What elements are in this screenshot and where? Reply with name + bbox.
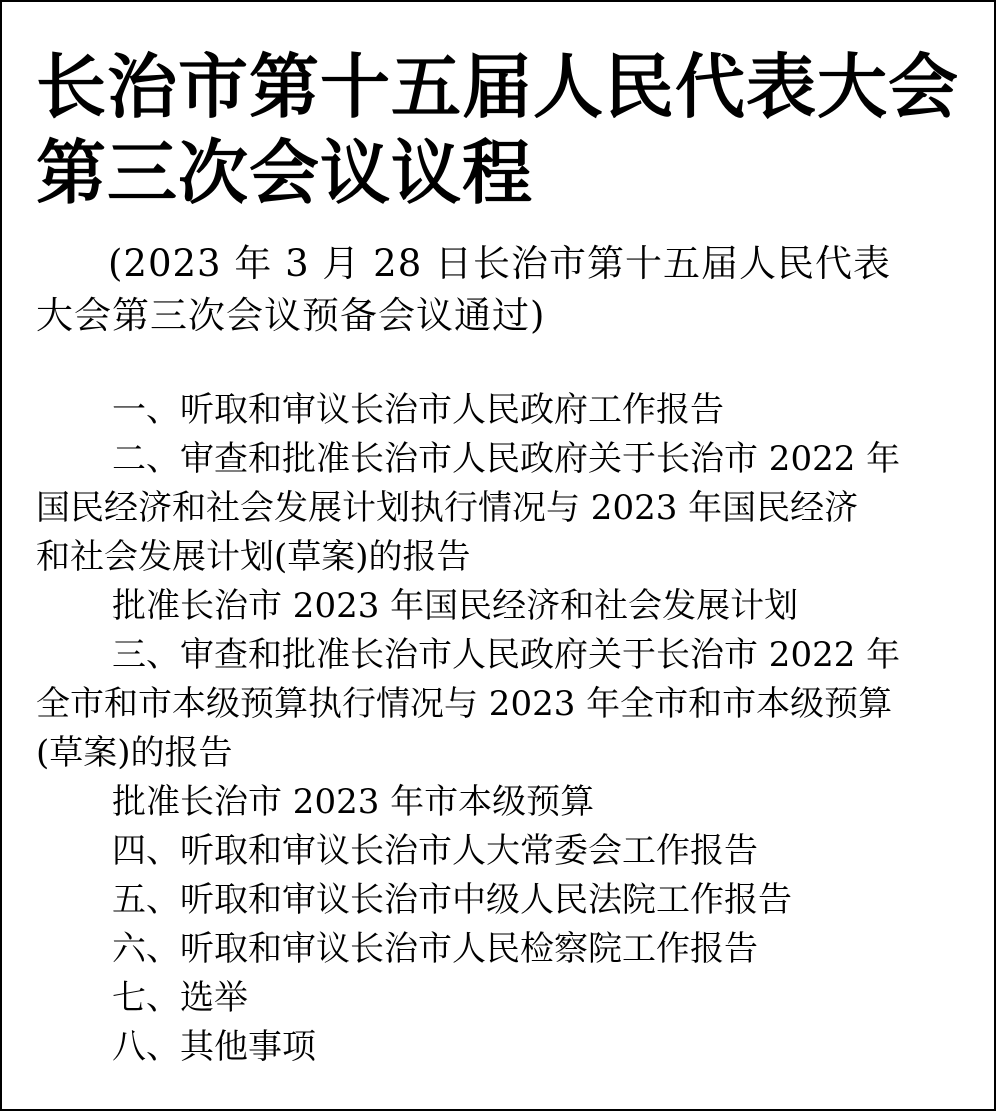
page-title <box>36 44 976 216</box>
agenda-item-3-continued: 全市和市本级预算执行情况与 2023 年全市和市本级预算 <box>36 684 893 724</box>
agenda-item-1: 一、听取和审议长治市人民政府工作报告 <box>112 390 724 430</box>
agenda-item-2-continued: 和社会发展计划(草案)的报告 <box>36 537 471 577</box>
adoption-note-line-1: (2023 年 3 月 28 日长治市第十五届人民代表 <box>108 242 892 285</box>
title-line-2: 第三次会议议程 <box>36 132 533 214</box>
agenda-item-8: 八、其他事项 <box>112 1027 316 1067</box>
agenda-item-2: 二、审查和批准长治市人民政府关于长治市 2022 年 <box>112 439 901 479</box>
agenda-item-7: 七、选举 <box>112 978 248 1018</box>
agenda-item-6: 六、听取和审议长治市人民检察院工作报告 <box>112 929 758 969</box>
agenda-subitem-plan-approval: 批准长治市 2023 年国民经济和社会发展计划 <box>112 586 799 626</box>
agenda-item-4: 四、听取和审议长治市人大常委会工作报告 <box>112 831 758 871</box>
agenda-item-5: 五、听取和审议长治市中级人民法院工作报告 <box>112 880 792 920</box>
agenda-list <box>36 386 976 1072</box>
agenda-item-3-continued: (草案)的报告 <box>36 733 233 773</box>
agenda-item-2-continued: 国民经济和社会发展计划执行情况与 2023 年国民经济 <box>36 488 859 528</box>
adoption-note <box>36 238 976 342</box>
agenda-item-3: 三、审查和批准长治市人民政府关于长治市 2022 年 <box>112 635 901 675</box>
adoption-note-line-2: 大会第三次会议预备会议通过) <box>36 294 546 337</box>
agenda-subitem-budget-approval: 批准长治市 2023 年市本级预算 <box>112 782 595 822</box>
title-line-1: 长治市第十五届人民代表大会 <box>36 46 959 128</box>
